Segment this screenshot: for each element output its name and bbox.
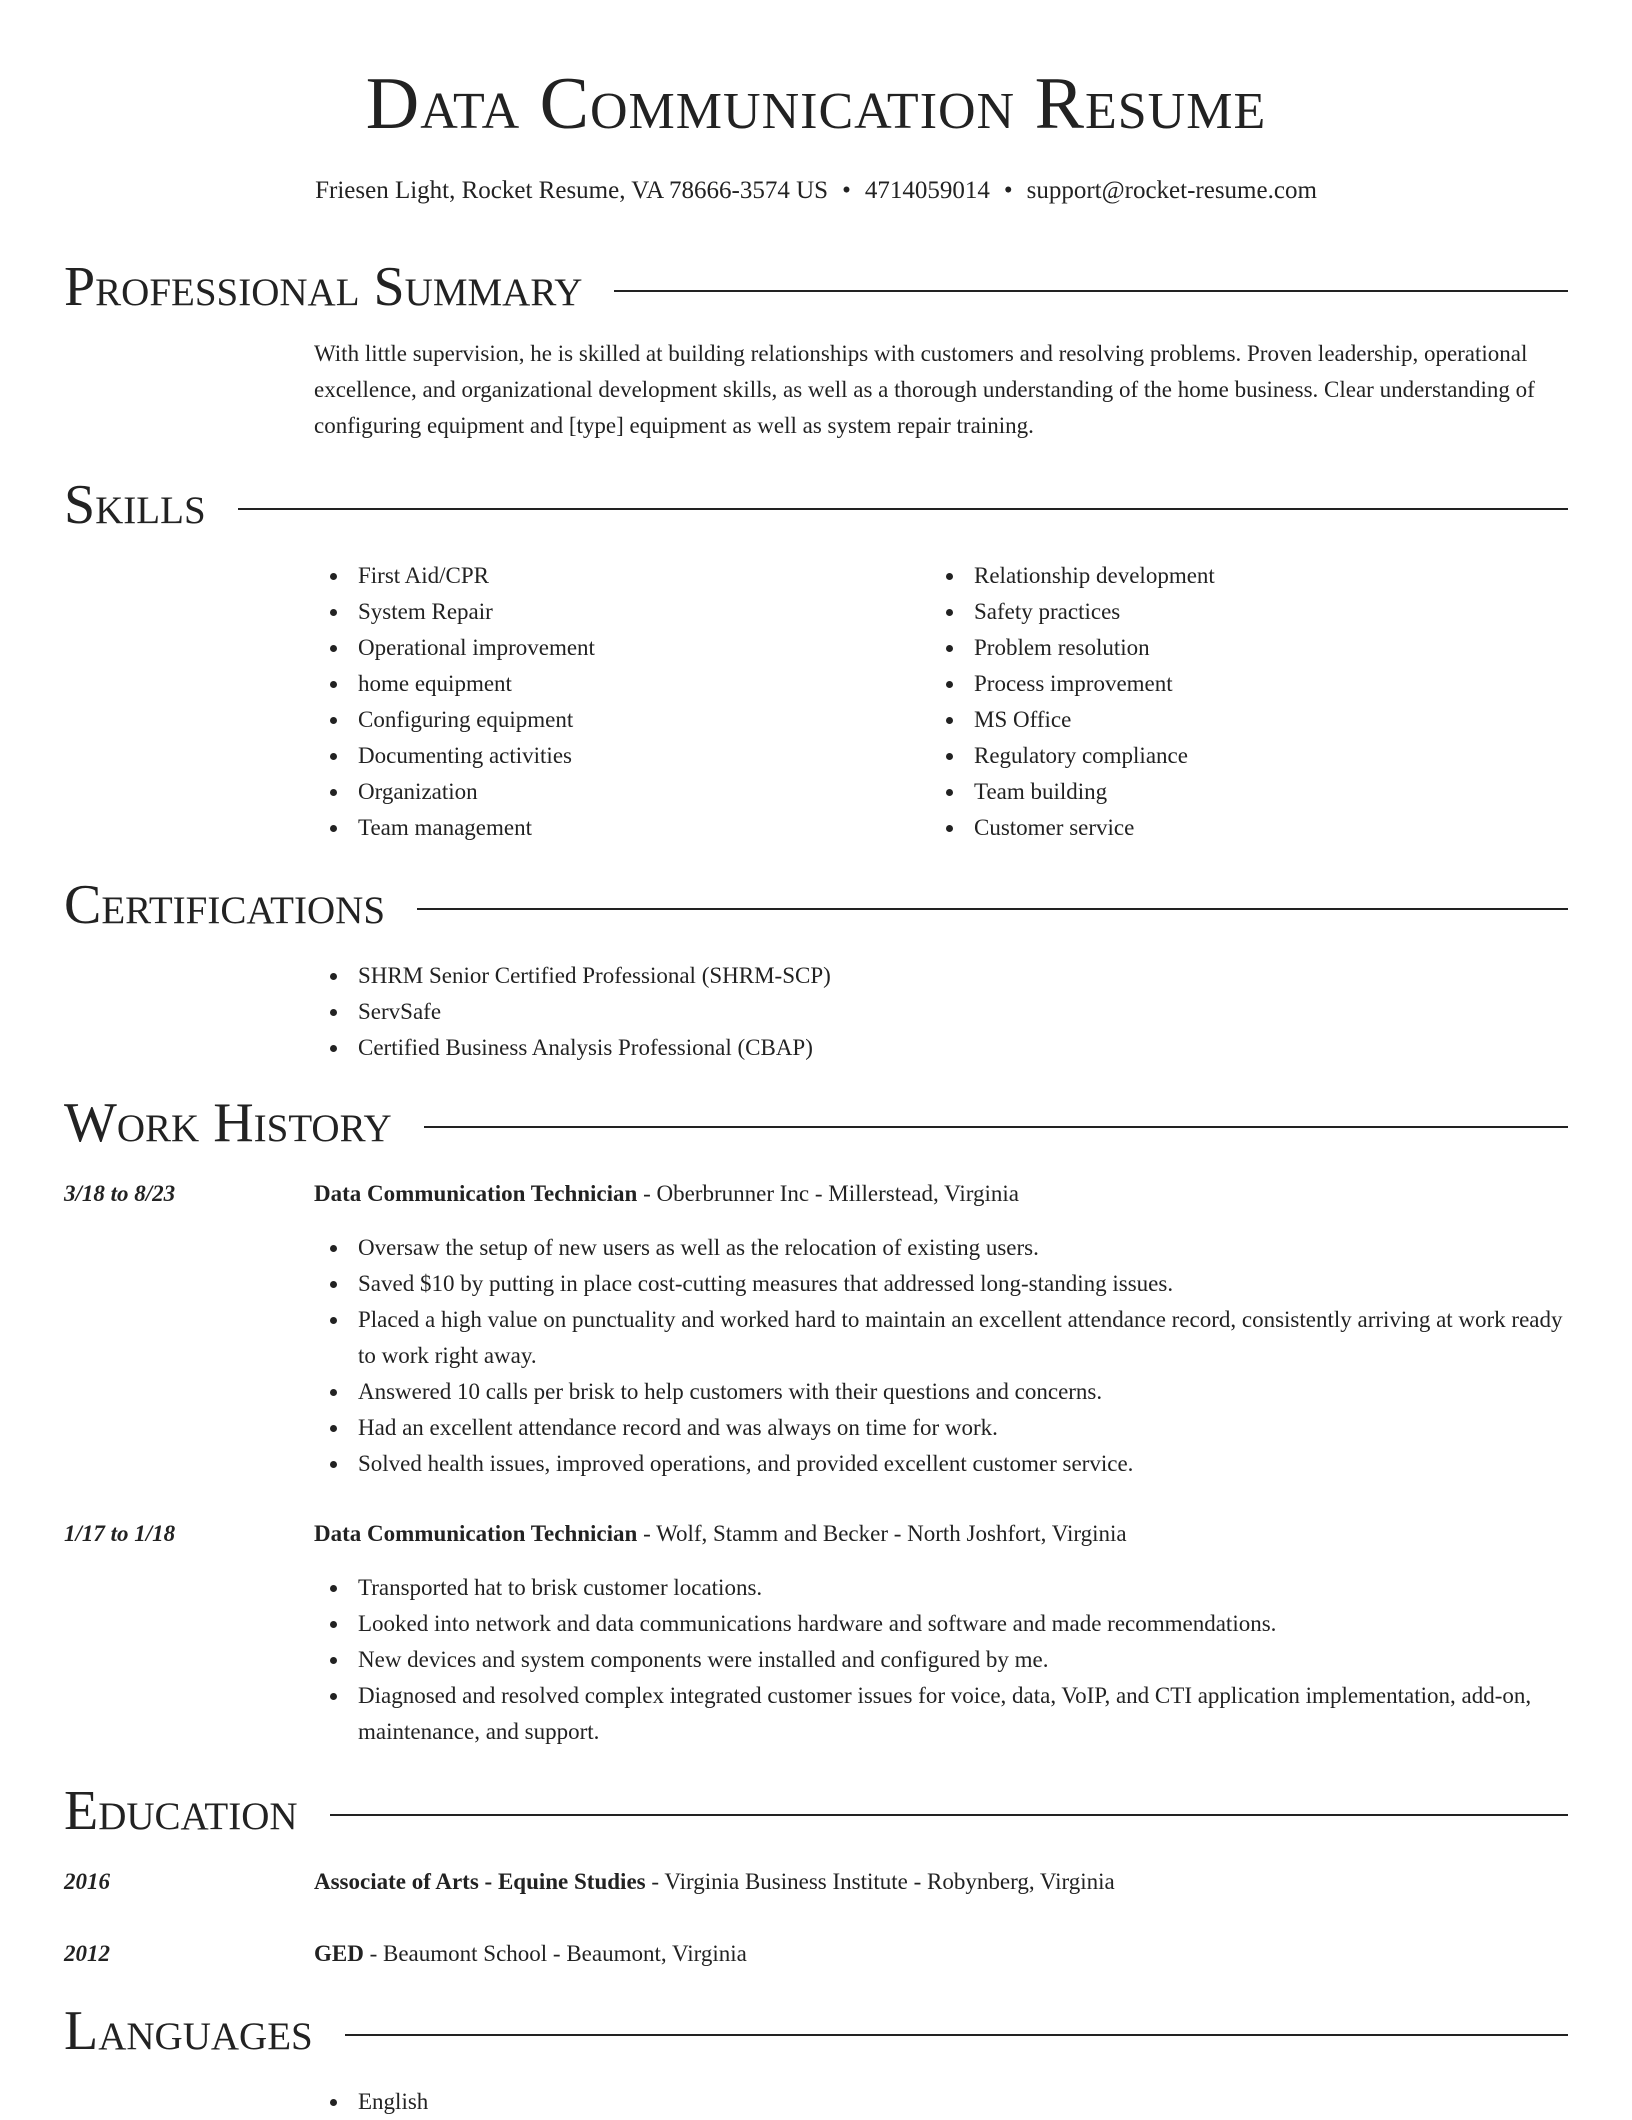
skill-item: Operational improvement bbox=[314, 630, 930, 666]
work-history-heading bbox=[64, 1090, 1568, 1156]
work-history-section bbox=[64, 1090, 1568, 1750]
skills-list-left bbox=[314, 558, 930, 846]
summary-heading bbox=[64, 254, 1568, 320]
skill-item: Process improvement bbox=[930, 666, 1546, 702]
job-duties-list bbox=[314, 1230, 1568, 1482]
job-entry bbox=[64, 1516, 1568, 1750]
job-role: Data Communication Technician bbox=[314, 1521, 638, 1546]
education-school-location: - Virginia Business Institute - Robynberg, Virginia bbox=[645, 1869, 1115, 1894]
education-year: 2016 bbox=[64, 1869, 110, 1894]
skills-list-right bbox=[930, 558, 1546, 846]
skill-item: First Aid/CPR bbox=[314, 558, 930, 594]
skill-item: Customer service bbox=[930, 810, 1546, 846]
contact-separator: • bbox=[1003, 177, 1013, 204]
certifications-content bbox=[314, 958, 1568, 1066]
resume-title: Data Communication Resume bbox=[365, 63, 1267, 145]
skill-item: System Repair bbox=[314, 594, 930, 630]
skill-item: MS Office bbox=[930, 702, 1546, 738]
job-duty-item: Oversaw the setup of new users as well as the relocation of existing users. bbox=[314, 1230, 1568, 1266]
work-history-entries bbox=[64, 1176, 1568, 1750]
skills-heading bbox=[64, 472, 1568, 538]
section-title: Work History bbox=[64, 1092, 392, 1154]
languages-section bbox=[64, 1998, 1568, 2120]
job-dates: 1/17 to 1/18 bbox=[64, 1521, 176, 1546]
certification-item: ServSafe bbox=[314, 994, 1568, 1030]
section-title: Certifications bbox=[64, 874, 386, 936]
skill-item: Documenting activities bbox=[314, 738, 930, 774]
section-title: Languages bbox=[64, 2000, 313, 2062]
section-divider bbox=[345, 2034, 1568, 2036]
education-degree: GED bbox=[314, 1941, 364, 1966]
skill-item: Configuring equipment bbox=[314, 702, 930, 738]
education-section bbox=[64, 1778, 1568, 1972]
job-duty-item: Solved health issues, improved operations, and provided excellent customer service. bbox=[314, 1446, 1568, 1482]
job-role: Data Communication Technician bbox=[314, 1181, 638, 1206]
certifications-section bbox=[64, 872, 1568, 1066]
job-title-line bbox=[314, 1516, 1568, 1552]
summary-section bbox=[64, 254, 1568, 444]
skill-item: Safety practices bbox=[930, 594, 1546, 630]
job-duty-item: Saved $10 by putting in place cost-cutting measures that addressed long-standing issues. bbox=[314, 1266, 1568, 1302]
contact-phone: 4714059014 bbox=[864, 177, 990, 204]
education-heading bbox=[64, 1778, 1568, 1844]
section-divider bbox=[330, 1814, 1568, 1816]
job-dates: 3/18 to 8/23 bbox=[64, 1181, 176, 1206]
skill-item: Team management bbox=[314, 810, 930, 846]
skills-section bbox=[64, 472, 1568, 846]
job-duty-item: Placed a high value on punctuality and worked hard to maintain an excellent attendance record, consistently arriving at work ready to work right away. bbox=[314, 1302, 1568, 1374]
languages-content bbox=[314, 2084, 1568, 2120]
section-divider bbox=[424, 1126, 1568, 1128]
job-title-line bbox=[314, 1176, 1568, 1212]
certification-item: Certified Business Analysis Professional (CBAP) bbox=[314, 1030, 1568, 1066]
job-details bbox=[314, 1516, 1568, 1750]
section-title: Skills bbox=[64, 474, 206, 536]
job-entry bbox=[64, 1176, 1568, 1482]
job-employer-location: - Wolf, Stamm and Becker - North Joshfort, Virginia bbox=[637, 1521, 1127, 1546]
contact-address: Friesen Light, Rocket Resume, VA 78666-3574 US bbox=[315, 177, 829, 204]
certification-item: SHRM Senior Certified Professional (SHRM-SCP) bbox=[314, 958, 1568, 994]
skill-item: Organization bbox=[314, 774, 930, 810]
education-details bbox=[314, 1936, 1568, 1972]
education-year: 2012 bbox=[64, 1941, 110, 1966]
section-divider bbox=[614, 290, 1568, 292]
education-school-location: - Beaumont School - Beaumont, Virginia bbox=[363, 1941, 747, 1966]
skill-item: Regulatory compliance bbox=[930, 738, 1546, 774]
section-divider bbox=[417, 908, 1568, 910]
education-entry bbox=[64, 1864, 1568, 1900]
summary-text: With little supervision, he is skilled at building relationships with customers and resolving problems. Proven leadership, operational excellence, and organizational development skills, as well as a thorough understanding of the home business. Clear understanding of configuring equipment and [type] equipment as well as system repair training. bbox=[314, 341, 1535, 438]
skill-item: Relationship development bbox=[930, 558, 1546, 594]
skill-item: home equipment bbox=[314, 666, 930, 702]
section-title: Professional Summary bbox=[64, 256, 583, 318]
job-duty-item: Looked into network and data communications hardware and software and made recommendations. bbox=[314, 1606, 1568, 1642]
job-employer-location: - Oberbrunner Inc - Millerstead, Virginia bbox=[637, 1181, 1019, 1206]
skills-columns bbox=[314, 558, 1568, 846]
contact-separator: • bbox=[842, 177, 851, 204]
language-item: English bbox=[314, 2084, 1568, 2120]
languages-heading bbox=[64, 1998, 1568, 2064]
job-duty-item: Answered 10 calls per brisk to help customers with their questions and concerns. bbox=[314, 1374, 1568, 1410]
languages-list bbox=[314, 2084, 1568, 2120]
contact-line bbox=[0, 174, 1632, 208]
contact-email: support@rocket-resume.com bbox=[1026, 177, 1317, 204]
education-details bbox=[314, 1864, 1568, 1900]
job-duty-item: Had an excellent attendance record and was always on time for work. bbox=[314, 1410, 1568, 1446]
education-degree: Associate of Arts - Equine Studies bbox=[314, 1869, 646, 1894]
job-duty-item: Diagnosed and resolved complex integrated customer issues for voice, data, VoIP, and CTI application implementation, add-on, maintenance, and support. bbox=[314, 1678, 1568, 1750]
skill-item: Problem resolution bbox=[930, 630, 1546, 666]
education-entries bbox=[64, 1864, 1568, 1972]
skill-item: Team building bbox=[930, 774, 1546, 810]
certifications-heading bbox=[64, 872, 1568, 938]
education-entry bbox=[64, 1936, 1568, 1972]
job-duty-item: Transported hat to brisk customer locations. bbox=[314, 1570, 1568, 1606]
section-divider bbox=[238, 508, 1568, 510]
job-details bbox=[314, 1176, 1568, 1482]
job-duty-item: New devices and system components were installed and configured by me. bbox=[314, 1642, 1568, 1678]
job-duties-list bbox=[314, 1570, 1568, 1750]
certifications-list bbox=[314, 958, 1568, 1066]
section-title: Education bbox=[64, 1780, 298, 1842]
